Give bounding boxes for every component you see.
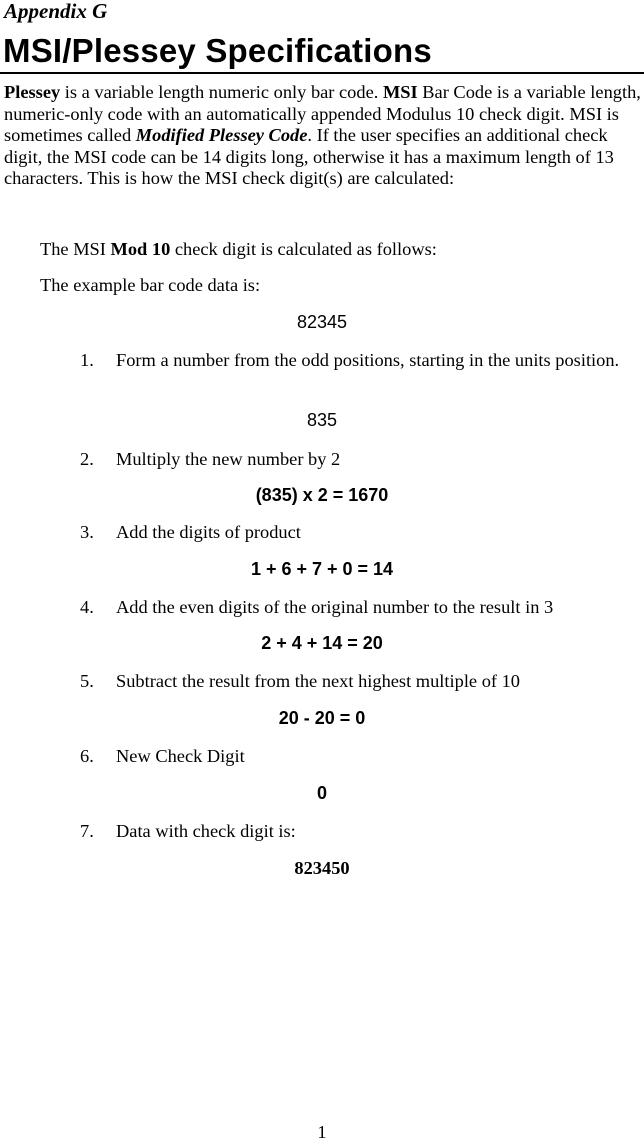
step-1-result: 835: [306, 410, 338, 430]
step-5: [80, 670, 630, 692]
modified-plessey-term: Modified Plessey Code: [135, 125, 308, 146]
step-2-result: (835) x 2 = 1670: [255, 485, 389, 505]
step-2: [80, 448, 630, 470]
intro-paragraph: [4, 82, 642, 190]
page-number: 1: [317, 1122, 327, 1142]
step-text: Subtract the result from the next highest multiple of 10: [116, 671, 521, 691]
example-value: 82345: [296, 312, 348, 332]
example-label: The example bar code data is:: [40, 275, 261, 295]
step-4-result: 2 + 4 + 14 = 20: [261, 633, 383, 653]
step-6-result: 0: [316, 783, 327, 803]
msi-description: Bar Code is a variable length, numeric-only code with an automatically appended Modulus 10 check digit. MSI is sometimes called: [4, 82, 641, 146]
appendix-label: Appendix G: [4, 0, 108, 23]
step-number: 4.: [80, 597, 94, 617]
step-text: New Check Digit: [116, 746, 245, 766]
step-7: [80, 820, 630, 842]
step-number: 6.: [80, 746, 94, 766]
step-7-result: 823450: [294, 858, 350, 878]
intro-rest: . If the user specifies an additional check digit, the MSI code can be 14 digits long, otherwise it has a maximum length of 13 characters. This is how the MSI check digit(s) are calculated:: [4, 125, 614, 189]
step-text: Multiply the new number by 2: [116, 449, 341, 469]
page-title: MSI/Plessey Specifications: [3, 32, 432, 69]
plessey-term: Plessey: [4, 82, 61, 102]
step-number: 2.: [80, 449, 94, 469]
step-5-result: 20 - 20 = 0: [278, 708, 366, 728]
step-3-result: 1 + 6 + 7 + 0 = 14: [250, 559, 394, 579]
step-number: 5.: [80, 671, 94, 691]
step-number: 1.: [80, 350, 94, 370]
step-text: Data with check digit is:: [116, 821, 296, 841]
step-6: [80, 745, 630, 767]
title-divider: [0, 72, 644, 74]
step-text: Add the digits of product: [116, 522, 301, 542]
step-number: 7.: [80, 821, 94, 841]
step-text: Add the even digits of the original number to the result in 3: [116, 597, 554, 617]
mod10-paragraph: [40, 238, 437, 260]
mod10-term: Mod 10: [110, 239, 171, 259]
step-4: [80, 596, 630, 618]
mod10-suffix: check digit is calculated as follows:: [170, 239, 437, 259]
step-1: [80, 349, 630, 371]
step-3: [80, 521, 630, 543]
mod10-prefix: The MSI: [40, 239, 111, 259]
plessey-description: is a variable length numeric only bar code.: [60, 82, 383, 102]
msi-term: MSI: [382, 82, 418, 102]
step-text: Form a number from the odd positions, starting in the units position.: [116, 350, 620, 370]
step-number: 3.: [80, 522, 94, 542]
